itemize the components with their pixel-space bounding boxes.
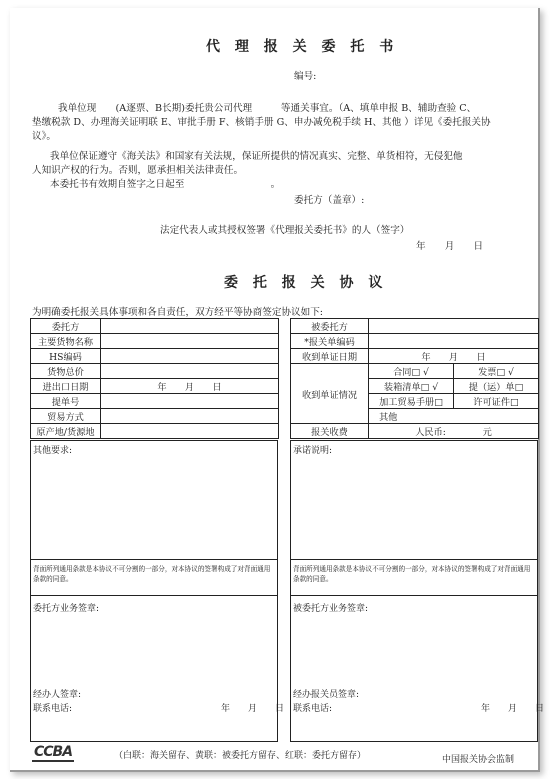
total-price-value[interactable] bbox=[101, 364, 279, 379]
principal-value[interactable] bbox=[101, 319, 279, 334]
back-terms-right: 背面所列通用条款是本协议不可分割的一部分，对本协议的签署构成了对背面通用条款的同意。 bbox=[293, 565, 531, 583]
form-number-value[interactable] bbox=[369, 334, 539, 349]
principal-info-table bbox=[30, 318, 279, 439]
agent-terms-box bbox=[290, 440, 545, 742]
table-row bbox=[31, 379, 279, 394]
goods-name-value[interactable] bbox=[101, 334, 279, 349]
agent-label: 被委托方 bbox=[291, 319, 369, 334]
agent-sign-label: 被委托方业务签章: bbox=[293, 604, 369, 614]
agreement-intro: 为明确委托报关具体事项和各自责任，双方经平等协商签定协议如下: bbox=[32, 307, 324, 318]
hs-code-value[interactable] bbox=[101, 349, 279, 364]
packing-list-checkbox[interactable]: 装箱清单□ √ bbox=[369, 379, 454, 394]
table-row bbox=[291, 364, 539, 379]
contract-checkbox[interactable]: 合同□ √ bbox=[369, 364, 454, 379]
broker-sign-label: 经办报关员签章: bbox=[293, 690, 360, 700]
principal-terms-box bbox=[30, 440, 285, 742]
invoice-checkbox[interactable]: 发票□ √ bbox=[454, 364, 539, 379]
goods-name-label: 主要货物名称 bbox=[31, 334, 101, 349]
fee-value[interactable]: 人民币: 元 bbox=[369, 424, 539, 439]
table-row bbox=[31, 409, 279, 424]
table-row bbox=[31, 424, 279, 439]
total-price-label: 货物总价 bbox=[31, 364, 101, 379]
fee-label: 报关收费 bbox=[291, 424, 369, 439]
para1-line3: 议》。 bbox=[32, 131, 56, 142]
import-export-date-label: 进出口日期 bbox=[31, 379, 101, 394]
origin-value[interactable] bbox=[101, 424, 279, 439]
legal-representative-line: 法定代表人或其授权签署《代理报关委托书》的人（签字） bbox=[160, 225, 410, 236]
table-row bbox=[31, 364, 279, 379]
table-row bbox=[31, 349, 279, 364]
principal-sign-date: 年 月 日 bbox=[221, 704, 285, 714]
document-title: 代 理 报 关 委 托 书 bbox=[206, 39, 399, 55]
other-requirements-label: 其他要求: bbox=[33, 446, 73, 456]
principal-sign-label: 委托方业务签章: bbox=[33, 604, 100, 614]
principal-label: 委托方 bbox=[31, 319, 101, 334]
table-row bbox=[31, 319, 279, 334]
table-row bbox=[31, 394, 279, 409]
number-label: 编号: bbox=[294, 71, 317, 82]
table-row bbox=[291, 334, 539, 349]
origin-label: 原产地/货源地 bbox=[31, 424, 101, 439]
received-date-value[interactable]: 年 月 日 bbox=[369, 349, 539, 364]
back-terms-left: 背面所列通用条款是本协议不可分割的一部分，对本协议的签署构成了对背面通用条款的同意。 bbox=[33, 565, 271, 583]
bill-of-lading-checkbox[interactable]: 提（运）单□ bbox=[454, 379, 539, 394]
processing-manual-checkbox[interactable]: 加工贸易手册□ bbox=[369, 394, 454, 409]
license-checkbox[interactable]: 许可证件□ bbox=[454, 394, 539, 409]
form-number-label: *报关单编码 bbox=[291, 334, 369, 349]
import-export-date-value[interactable]: 年 月 日 bbox=[101, 379, 279, 394]
para1-line1: 我单位现 (A逐票、B长期)委托贵公司代理 等通关事宜。（A、填单申报 B、辅助查验 C、 bbox=[58, 103, 477, 114]
table-row bbox=[291, 349, 539, 364]
agreement-title: 委 托 报 关 协 议 bbox=[224, 275, 388, 291]
agent-sign-date: 年 月 日 bbox=[481, 704, 545, 714]
commitment-label: 承诺说明: bbox=[293, 446, 333, 456]
ccba-logo: CCBA bbox=[34, 744, 73, 760]
principal-seal-label: 委托方（盖章）: bbox=[294, 195, 365, 206]
received-status-label: 收到单证情况 bbox=[291, 364, 369, 424]
divider bbox=[31, 595, 277, 596]
para1-line2: 垫缴税款 D、办理海关证明联 E、审批手册 F、核销手册 G、申办减免税手续 H、其他 ）详见《委托报关协 bbox=[32, 117, 491, 128]
delegation-date: 年 月 日 bbox=[416, 241, 484, 252]
divider bbox=[31, 559, 277, 560]
agent-phone-label: 联系电话: bbox=[293, 704, 333, 714]
table-row bbox=[291, 424, 539, 439]
bill-of-lading-value[interactable] bbox=[101, 394, 279, 409]
table-row bbox=[291, 319, 539, 334]
handler-sign-label: 经办人签章: bbox=[33, 690, 82, 700]
document-sheet bbox=[10, 8, 545, 772]
trade-mode-value[interactable] bbox=[101, 409, 279, 424]
hs-code-label: HS编码 bbox=[31, 349, 101, 364]
agent-info-table bbox=[290, 318, 539, 439]
copies-note: （白联：海关留存、黄联：被委托方留存、红联：委托方留存） bbox=[114, 751, 367, 761]
bill-of-lading-label: 提单号 bbox=[31, 394, 101, 409]
received-date-label: 收到单证日期 bbox=[291, 349, 369, 364]
table-row bbox=[31, 334, 279, 349]
principal-phone-label: 联系电话: bbox=[33, 704, 73, 714]
agent-value[interactable] bbox=[369, 319, 539, 334]
divider bbox=[291, 559, 537, 560]
para2-line2: 人知识产权的行为。否则，愿承担相关法律责任。 bbox=[32, 165, 244, 176]
validity-line: 本委托书有效期自签字之日起至 。 bbox=[50, 179, 281, 190]
divider bbox=[291, 595, 537, 596]
para2-line1: 我单位保证遵守《海关法》和国家有关法规，保证所提供的情况真实、完整、单货相符，无侵犯他 bbox=[50, 151, 463, 162]
association-label: 中国报关协会监制 bbox=[442, 755, 515, 765]
other-documents[interactable]: 其他 bbox=[369, 409, 539, 424]
trade-mode-label: 贸易方式 bbox=[31, 409, 101, 424]
